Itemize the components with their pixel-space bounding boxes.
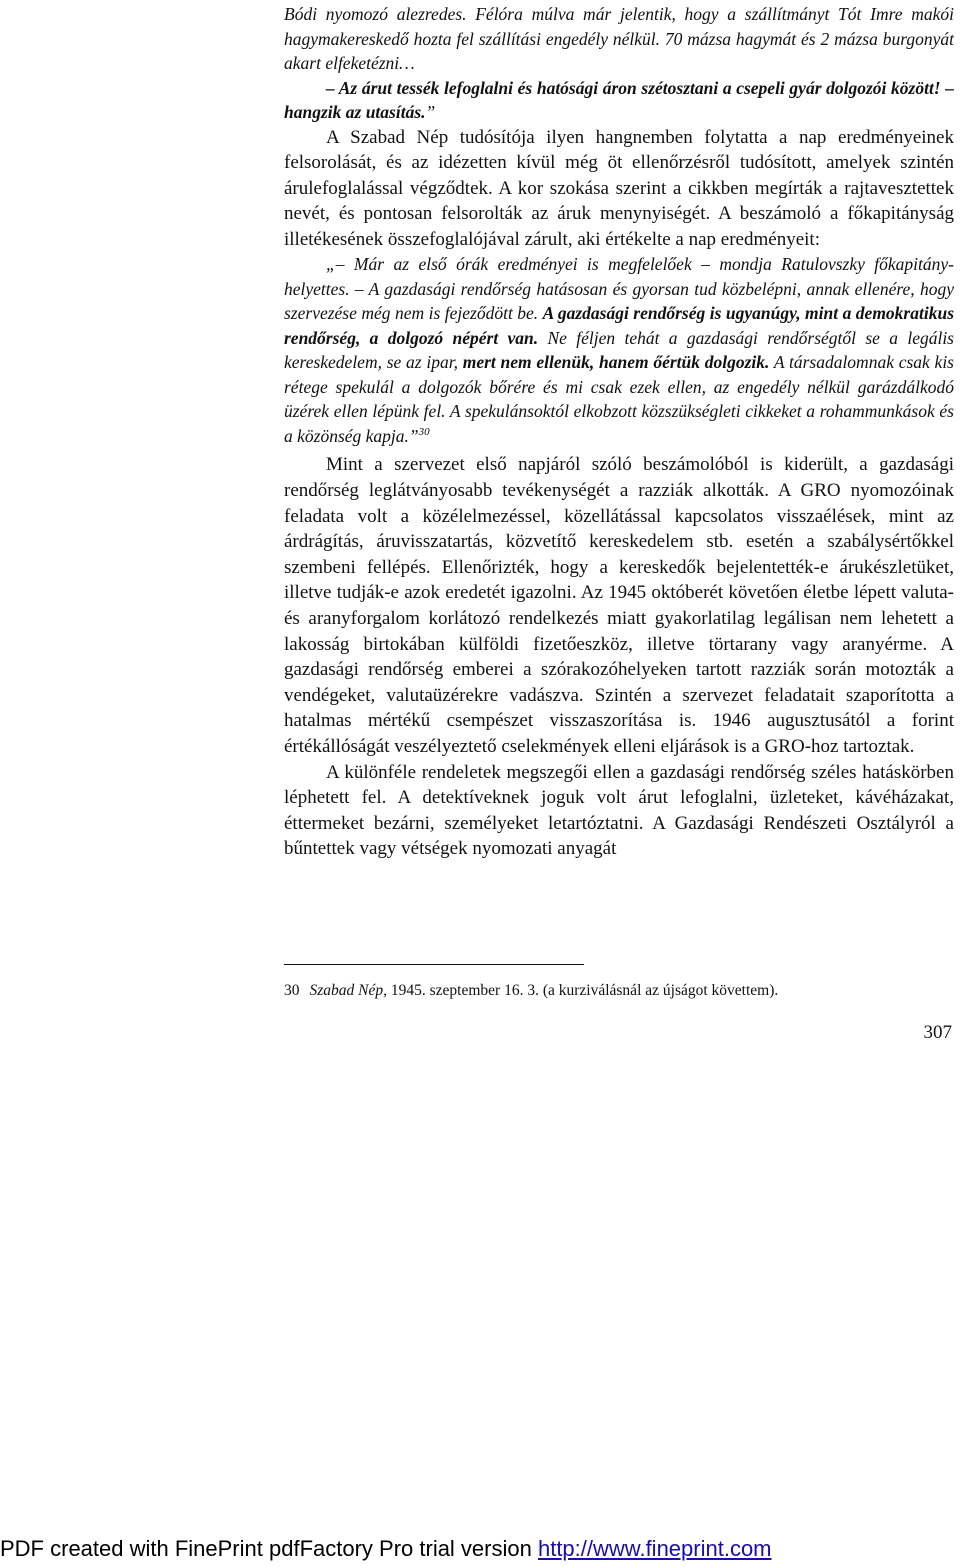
footnote-text: , 1945. szeptember 16. 3. (a kurziválásnál az újságot követtem).: [383, 982, 779, 999]
quote-block-raid: [284, 2, 954, 125]
quote-bold-instruction: – Az árut tessék lefoglalni és hatósági áron szétosztani a csepeli gyár dolgozói között! – hangzik az utasítás.: [284, 77, 954, 122]
trial-banner: [0, 1536, 772, 1562]
quote-bold-seg-4: mert nem ellenük, hanem őértük dolgozik.: [462, 352, 770, 373]
footnote-source: Szabad Nép: [309, 982, 384, 999]
quote-paragraph-2: [284, 76, 954, 125]
quote-seg-5: A társadalomnak csak kis rétege spekulál a dolgozók bőrére és mi csak ezek ellen, az engedély nélkül garázdálkodó üzérek ellen lépünk fel. A spekulánsoktól elkobzott közszükségleti cikkeket a rohammunkások és a közönség kapja.”: [284, 352, 954, 446]
quote-ratulovszky: [284, 252, 954, 448]
footnote: [284, 982, 778, 1000]
page-number: 307: [923, 1022, 952, 1043]
quote-close-mark: ”: [425, 102, 436, 122]
paragraph-powers: A különféle rendeletek megszegői ellen a gazdasági rendőrség széles hatáskörben léphetett fel. A detektíveknek joguk volt árut lefoglalni, üzleteket, kávéházakat, éttermeket bezárni, személyeket letartóztatni. A Gazdasági Rendészeti Osztályról a bűntettek vagy vétségek nyomozati anyagát: [284, 761, 954, 860]
quote-seg-1: „– Már az első órák eredményei is megfelelőek – mondja Ratulovszky főkapitány-helyettes. – A gazdasági rendőrség hatásosan és gyorsan tud közbelépni, annak ellenére, hogy szervezése még nem is fejeződött be.: [284, 254, 954, 324]
quote-bold-seg-2: A gazdasági rendőrség is ugyanúgy, mint a demokratikus rendőrség, a dolgozó népért van.: [284, 303, 955, 348]
footnote-reference: 30: [418, 426, 430, 439]
page-body: [284, 0, 954, 862]
trial-banner-text: PDF created with FinePrint pdfFactory Pro trial version: [0, 1536, 538, 1561]
paragraph-report-summary: A Szabad Nép tudósítója ilyen hangnemben folytatta a nap eredményeinek felsorolását, és az idézetten kívül még öt ellenőrzésről tudósított, amelyek szintén árulefoglalással végződtek. A kor szokása szerint a cikkben megírták a rajtavesztettek nevét, és pontosan felsorolták az áruk menynyiségét. A beszámoló a főkapitányság illetékesének összefoglalójával zárult, aki értékelte a nap eredményeit:: [284, 126, 954, 250]
quote-seg-3: Ne féljen tehát a gazdasági rendőrségtől se a legális kereskedelem, se az ipar,: [284, 327, 954, 373]
fineprint-link[interactable]: http://www.fineprint.com: [537, 1536, 772, 1561]
quote-paragraph-1: Bódi nyomozó alezredes. Félóra múlva már jelentik, hogy a szállítmányt Tót Imre makói hagymakereskedő hozta fel szállítási engedély nélkül. 70 mázsa hagymát és 2 mázsa burgonyát akart elfeketézni…: [284, 4, 954, 73]
paragraph-raids: Mint a szervezet első napjáról szóló beszámolóból is kiderült, a gazdasági rendőrség leglátványosabb tevékenységét a razziák alkották. A GRO nyomozóinak feladata volt a közélelmezéssel, közellátással kapcsolatos visszaélések, mint az árdrágítás, áruvisszatartás, közvetítő kereskedelem stb. esetén a szabálysértőkkel szembeni fellépés. Ellenőrizték, hogy a kereskedők bejelentették-e árukészletüket, illetve tudják-e azok eredetét igazolni. Az 1945 októberét követően életbe lépett valuta- és aranyforgalom korlátozó rendelkezés miatt gyakorlatilag legálisan nem lehetett a lakosság birtokában külföldi fizetőeszköz, illetve törtarany vagy aranyérme. A gazdasági rendőrség emberei a szórakozóhelyeken tartott razziák során motozták a vendégeket, valutaüzérekre vadászva. Szintén a szervezet feladatait szaporította a hatalmas mértékű csempészet visszaszorítása is. 1946 augusztusától a forint értékállóságát veszélyeztető cselekmények elleni eljárások is a GRO-hoz tartoztak.: [284, 454, 954, 757]
footnote-divider: [284, 964, 584, 965]
footnote-number: 30: [284, 982, 300, 999]
